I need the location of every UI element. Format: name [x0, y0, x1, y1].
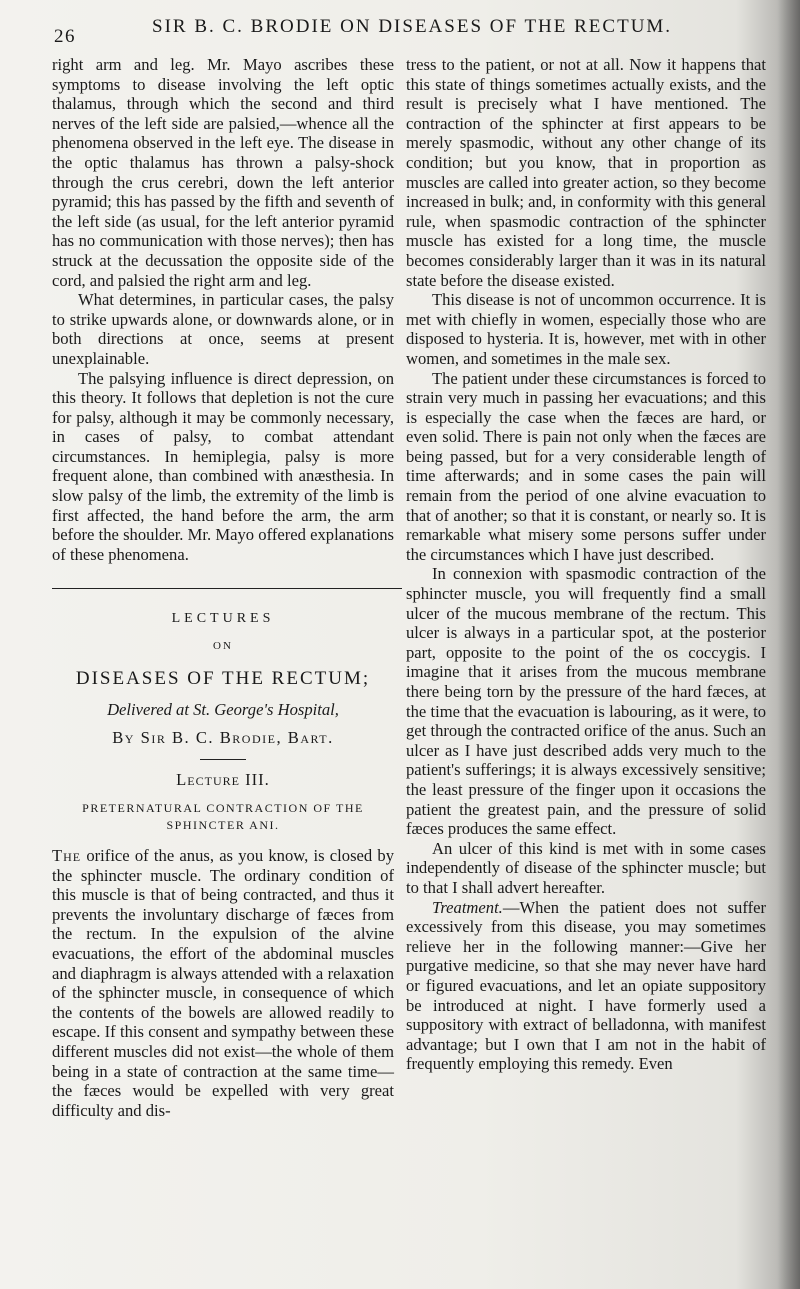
- treatment-label: Treatment.: [432, 897, 503, 917]
- paragraph: right arm and leg. Mr. Mayo ascribes these symptoms to disease involving the left optic thalamus, through which the second and third nerves of the left side are palsied,—whence all the phenomena observed in the left eye. The disease in the optic thalamus has thrown a palsy-shock through the crus cerebri, down the left anterior pyramid; this has passed by the fifth and seventh of the left side (as usual, for the left anterior pyramid has no communication with those nerves); then has struck at the decussation the opposite side of the cord, and palsied the right arm and leg.: [52, 55, 394, 290]
- running-title: SIR B. C. BRODIE ON DISEASES OF THE RECTUM.: [152, 16, 673, 37]
- left-column: [52, 55, 394, 1120]
- delivered-line: Delivered at St. George's Hospital,: [107, 700, 339, 720]
- paragraph: This disease is not of uncommon occurrence. It is met with chiefly in women, especially those who are disposed to hysteria. It is, however, met with in other women, and sometimes in the male sex.: [406, 290, 766, 368]
- right-column: [406, 55, 766, 1074]
- lecture-number: Lecture III.: [176, 770, 270, 790]
- lead-word: The: [52, 846, 82, 865]
- running-header: [48, 14, 760, 48]
- binding-shadow: [778, 0, 800, 1289]
- section-title: PRETERNATURAL CONTRACTION OF THE SPHINCTER ANI.: [82, 801, 364, 832]
- paragraph: An ulcer of this kind is met with in some cases independently of disease of the sphincter muscle; but to that I shall advert hereafter.: [406, 838, 766, 897]
- short-divider: [200, 759, 246, 760]
- section-divider: [52, 588, 402, 589]
- paragraph: The palsying influence is direct depression, on this theory. It follows that depletion is not the cure for palsy, although it may be commonly necessary, in cases of palsy, to combat attendant circumstances. In hemiplegia, palsy is more frequent alone, than combined with anæsthesia. In slow palsy of the limb, the extremity of the limb is first affected, the hand before the arm, the arm before the shoulder. Mr. Mayo offered explanations of these phenomena.: [52, 368, 394, 564]
- treatment-text: —When the patient does not suffer excessively from this disease, you may sometimes relieve her in the following manner:—Give her purgative medicine, so that she may never have hard or figured evacuations, and let an opiate suppository be introduced at night. I have formerly used a suppository with extract of belladonna, with manifest advantage; but I own that I am not in the habit of frequently employing this remedy. Even: [406, 897, 766, 1074]
- lecture-paragraph-text: orifice of the anus, as you know, is closed by the sphincter muscle. The ordinary condition of this muscle is that of being contracted, and thus it prevents the involuntary discharge of fæces from the rectum. In the expulsion of the alvine evacuations, the effort of the abdominal muscles and diaphragm is always attended with a relaxation of the sphincter muscle, in consequence of which the contents of the bowels are allowed readily to escape. If this consent and sympathy between these different muscles did not exist—the whole of them being in a state of contraction at the same time—the fæces would be expelled with very great difficulty and dis-: [52, 846, 394, 1120]
- lectures-heading: LECTURES: [171, 611, 275, 627]
- paragraph: The patient under these circumstances is forced to strain very much in passing her evacuations; and this is especially the case when the fæces are hard, or even solid. There is pain not only when the fæces are being passed, but for a very considerable length of time afterwards; and in some cases the pain will remain from the period of one alvine evacuation to that of another; so that it is constant, or nearly so. It is remarkable what misery some persons suffer under the circumstances which I have just described.: [406, 368, 766, 564]
- lecture-paragraph: [52, 846, 394, 1120]
- page-number: 26: [54, 26, 76, 47]
- paragraph: What determines, in particular cases, the palsy to strike upwards alone, or downwards alone, or in both directions at once, seems at present unexplainable.: [52, 290, 394, 368]
- paragraph: In connexion with spasmodic contraction of the sphincter muscle, you will frequently find a small ulcer of the mucous membrane of the rectum. This ulcer is always in a particular spot, at the posterior part, opposite to the point of the os coccygis. I imagine that it arises from the mucous membrane there being torn by the pressure of the hard fæces, at the time that the evacuation is labouring, as it were, to get through the contracted orifice of the anus. Such an ulcer as I have just described adds very much to the patient's sufferings; it is always excessively sensitive; the least pressure of the finger upon it occasions the patient the greatest pain, and the pressure of solid fæces produces the same effect.: [406, 564, 766, 839]
- article-title: DISEASES OF THE RECTUM;: [75, 667, 371, 689]
- author-line: By Sir B. C. Brodie, Bart.: [112, 727, 334, 747]
- treatment-paragraph: [406, 898, 766, 1074]
- paragraph: tress to the patient, or not at all. Now it happens that this state of things sometimes actually exists, and the result is precisely what I have mentioned. The contraction of the sphincter at first appears to be merely spasmodic, without any other change of its condition; but you know, that in proportion as muscles are called into greater action, so they become increased in bulk; and, in conformity with this general rule, when spasmodic contraction of the sphincter muscle has existed for a long time, the muscle becomes considerably larger than it was in its natural state before the disease existed.: [406, 55, 766, 290]
- on-heading: ON: [213, 640, 233, 653]
